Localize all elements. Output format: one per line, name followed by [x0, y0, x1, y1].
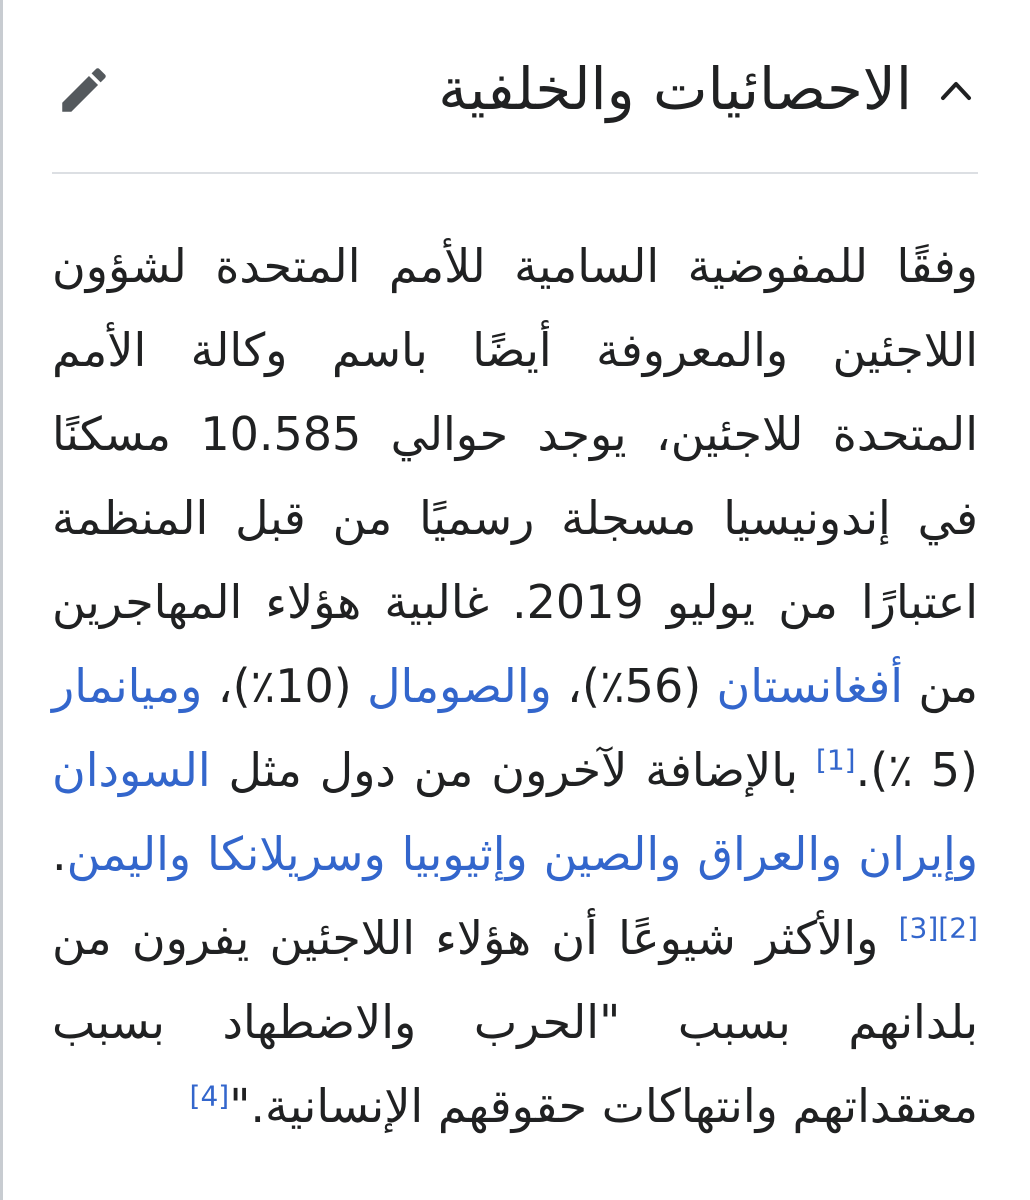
- link-iraq[interactable]: والعراق: [697, 827, 843, 881]
- link-afghanistan[interactable]: أفغانستان: [716, 659, 904, 713]
- paragraph-text: [528, 827, 544, 881]
- paragraph-text: .: [52, 827, 67, 881]
- left-border: [0, 0, 3, 1200]
- paragraph-text: وفقًا للمفوضية السامية للأمم المتحدة لشؤون اللاجئين والمعروفة أيضًا باسم وكالة الأمم المتحدة للاجئين، يوجد حوالي 10.585 مسكنًا في إندونيسيا مسجلة رسميًا من قبل المنظمة اعتبارًا من يوليو 2019. غالبية هؤلاء المهاجرين من: [52, 239, 979, 713]
- reference-2[interactable]: [2]: [938, 911, 978, 945]
- link-china[interactable]: والصين: [543, 827, 682, 881]
- link-somalia[interactable]: والصومال: [367, 659, 552, 713]
- reference-1[interactable]: [1]: [815, 743, 856, 777]
- reference-4[interactable]: [4]: [189, 1079, 230, 1113]
- link-yemen[interactable]: واليمن: [66, 827, 192, 881]
- link-sudan[interactable]: السودان: [52, 743, 211, 797]
- link-iran[interactable]: وإيران: [858, 827, 979, 881]
- paragraph-text: والأكثر شيوعًا أن هؤلاء اللاجئين يفرون من بلدانهم بسبب "الحرب والاضطهاد بسبب معتقداتهم وانتهاكات حقوقهم الإنسانية.": [52, 911, 978, 1133]
- pencil-icon[interactable]: [52, 58, 116, 122]
- chevron-up-icon[interactable]: [934, 68, 978, 112]
- link-myanmar[interactable]: وميانمار: [52, 659, 203, 713]
- paragraph-text: (10٪)،: [202, 659, 368, 713]
- link-sri-lanka[interactable]: وسريلانكا: [207, 827, 386, 881]
- section-title: الاحصائيات والخلفية: [438, 55, 912, 124]
- paragraph-text: [191, 827, 207, 881]
- paragraph-text: بالإضافة لآخرون من دول مثل: [210, 743, 816, 797]
- paragraph-text: (56٪)،: [551, 659, 717, 713]
- section-divider: [52, 172, 978, 174]
- paragraph-text: [386, 827, 402, 881]
- section-heading-group[interactable]: [438, 55, 978, 125]
- link-ethiopia[interactable]: وإثيوبيا: [401, 827, 528, 881]
- paragraph-text: (5 ٪).: [855, 743, 978, 797]
- paragraph-text: [681, 827, 697, 881]
- reference-3[interactable]: [3]: [898, 911, 939, 945]
- paragraph-text: [842, 827, 858, 881]
- article-paragraph: [52, 224, 978, 1148]
- section-header[interactable]: [52, 40, 978, 140]
